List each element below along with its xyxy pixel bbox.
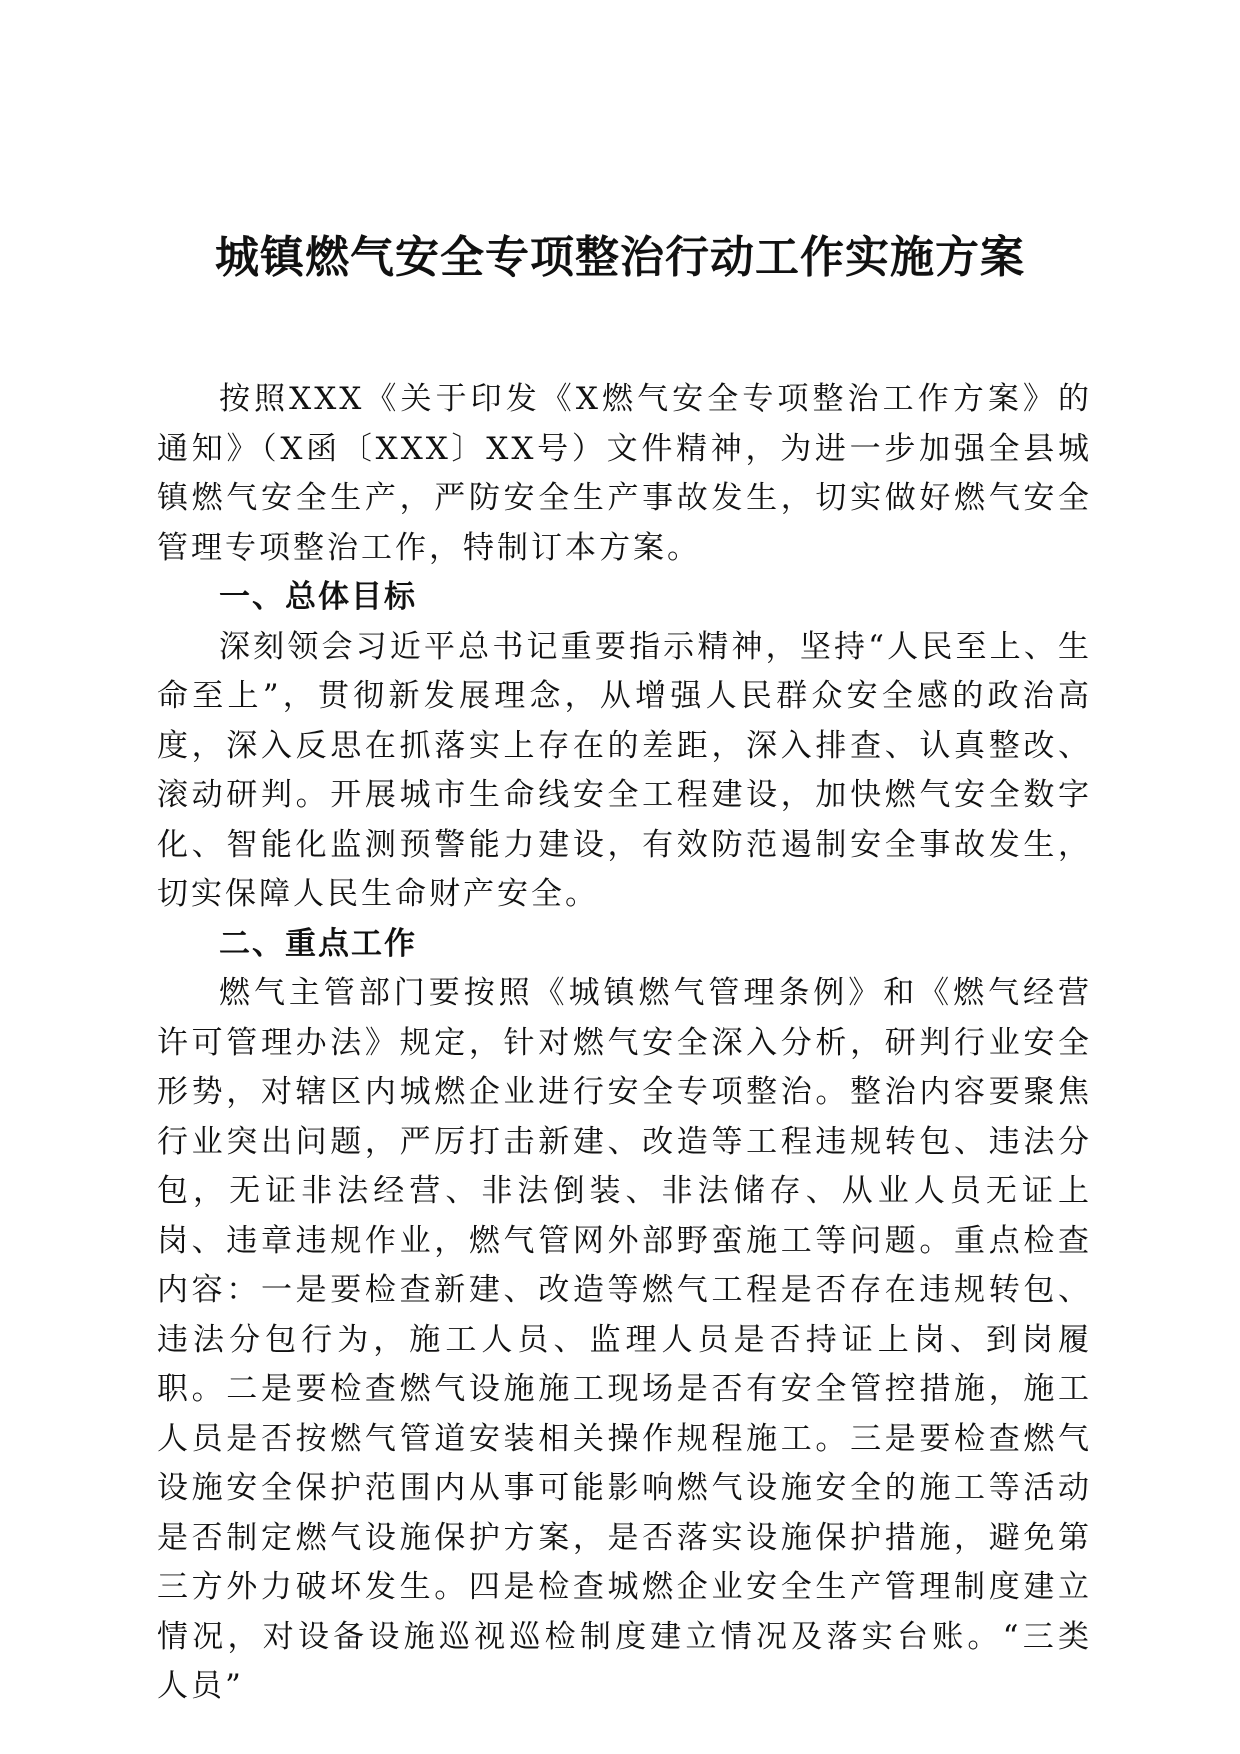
section-paragraph-overall-goal: 深刻领会习近平总书记重要指示精神，坚持“人民至上、生命至上”，贯彻新发展理念，从增强人民群众安全感的政治高度，深入反思在抓落实上存在的差距，深入排查、认真整改、滚动研判。开展城市生命线安全工程建设，加快燃气安全数字化、智能化监测预警能力建设，有效防范遏制安全事故发生，切实保障人民生命财产安全。: [157, 628, 1092, 912]
document-title: 城镇燃气安全专项整治行动工作实施方案: [215, 232, 1025, 283]
document-body: [157, 375, 1092, 1712]
intro-paragraph: 按照XXX《关于印发《X燃气安全专项整治工作方案》的通知》（X函〔XXX〕XX号）文件精神，为进一步加强全县城镇燃气安全生产，严防安全生产事故发生，切实做好燃气安全管理专项整治工作，特制订本方案。: [157, 381, 1092, 566]
section-heading-key-work: 二、重点工作: [219, 925, 417, 962]
section-heading-overall-goal: 一、总体目标: [219, 579, 417, 615]
section-paragraph-key-work: 燃气主管部门要按照《城镇燃气管理条例》和《燃气经营许可管理办法》规定，针对燃气安全深入分析，研判行业安全形势，对辖区内城燃企业进行安全专项整治。整治内容要聚焦行业突出问题，严厉打击新建、改造等工程违规转包、违法分包，无证非法经营、非法倒装、非法储存、从业人员无证上岗、违章违规作业，燃气管网外部野蛮施工等问题。重点检查内容：一是要检查新建、改造等燃气工程是否存在违规转包、违法分包行为，施工人员、监理人员是否持证上岗、到岗履职。二是要检查燃气设施施工现场是否有安全管控措施，施工人员是否按燃气管道安装相关操作规程施工。三是要检查燃气设施安全保护范围内从事可能影响燃气设施安全的施工等活动是否制定燃气设施保护方案，是否落实设施保护措施，避免第三方外力破坏发生。四是检查城燃企业安全生产管理制度建立情况，对设备设施巡视巡检制度建立情况及落实台账。“三类人员”: [157, 975, 1092, 1704]
